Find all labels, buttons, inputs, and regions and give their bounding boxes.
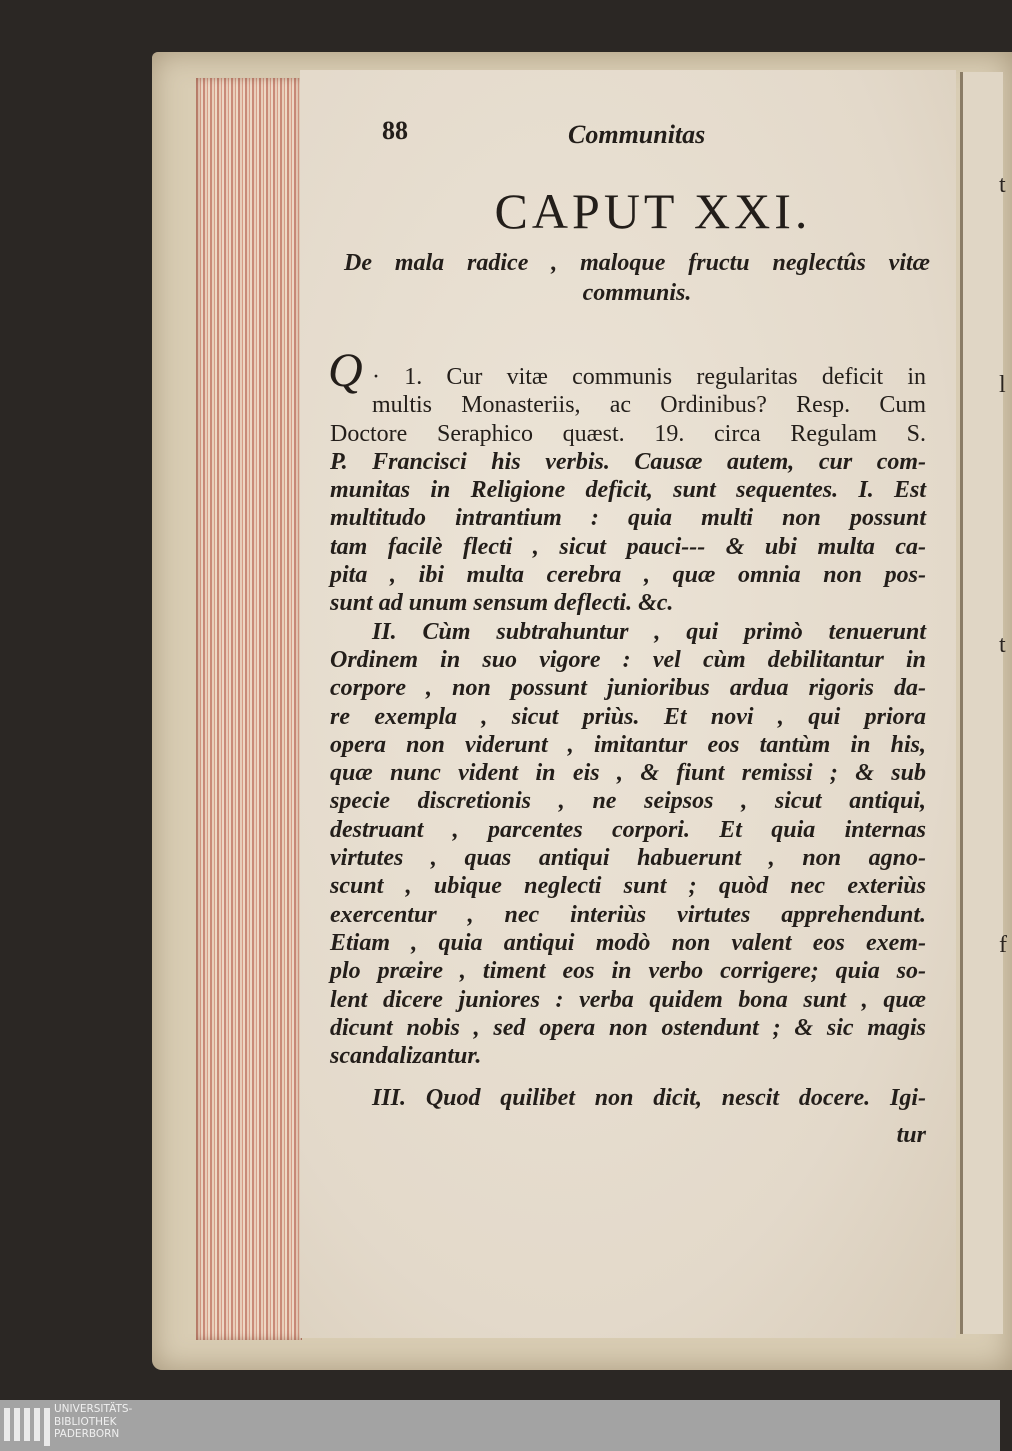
text-line: Etiam , quia antiqui modò non valent eos exem- bbox=[330, 929, 926, 956]
chapter-title: CAPUT XXI. bbox=[494, 183, 812, 239]
drop-initial: Q bbox=[328, 344, 363, 397]
text-line: corpore , non possunt junioribus ardua rigoris da- bbox=[330, 675, 926, 702]
library-footer bbox=[0, 1400, 1000, 1451]
text-line: II. Cùm subtrahuntur , qui primò tenuerunt bbox=[372, 618, 926, 645]
page-edges bbox=[196, 78, 302, 1340]
subtitle-line: communis. bbox=[582, 280, 692, 306]
paragraph-q1 bbox=[328, 344, 926, 618]
text-line: · 1. Cur vitæ communis regularitas deficit in bbox=[372, 364, 926, 390]
text-line: III. Quod quilibet non dicit, nescit docere. Igi- bbox=[372, 1085, 926, 1112]
text-line: quæ nunc vident in eis , & fiunt remissi ; & sub bbox=[330, 760, 926, 787]
paragraph-iii bbox=[330, 1084, 926, 1112]
facing-page bbox=[960, 72, 1007, 1334]
book-page bbox=[300, 70, 956, 1338]
text-line: scandalizantur. bbox=[330, 1043, 482, 1070]
logo-line: PADERBORN bbox=[54, 1428, 120, 1440]
text-line: pita , ibi multa cerebra , quæ omnia non pos- bbox=[330, 562, 926, 589]
paragraph-ii bbox=[330, 618, 926, 1071]
facing-page-fragment: l bbox=[999, 372, 1006, 398]
text-line: Doctore Seraphico quæst. 19. circa Regulam S. bbox=[330, 420, 926, 447]
text-line: munitas in Religione deficit, sunt sequentes. I. Est bbox=[330, 477, 926, 504]
text-line: tam facilè flecti , sicut pauci--- & ubi multa ca- bbox=[330, 533, 926, 560]
text-line: sunt ad unum sensum deflecti. &c. bbox=[330, 590, 674, 617]
text-line: lent dicere juniores : verba quidem bona sunt , quæ bbox=[330, 986, 926, 1013]
catchword: tur bbox=[896, 1121, 926, 1148]
running-head: Communitas bbox=[568, 120, 706, 149]
text-line: specie discretionis , ne seipsos , sicut antiqui, bbox=[330, 788, 926, 815]
facing-page-fragment: t bbox=[999, 172, 1006, 198]
library-logo-icon bbox=[4, 1408, 48, 1448]
text-line: P. Francisci his verbis. Causæ autem, cur com- bbox=[330, 448, 926, 475]
library-logo-text bbox=[54, 1403, 132, 1441]
text-line: exercentur , nec interiùs virtutes apprehendunt. bbox=[330, 901, 926, 928]
facing-page-fragment: f bbox=[999, 932, 1007, 958]
subtitle-line: De mala radice , maloque fructu neglectûs vitæ bbox=[344, 250, 930, 276]
text-line: plo præire , timent eos in verbo corrigere; quia so- bbox=[330, 958, 926, 985]
chapter-subtitle bbox=[344, 248, 930, 308]
facing-page-fragment: t bbox=[999, 632, 1006, 658]
text-line: re exempla , sicut priùs. Et novi , qui priora bbox=[330, 703, 926, 730]
text-line: virtutes , quas antiqui habuerunt , non agno- bbox=[330, 845, 926, 872]
logo-line: UNIVERSITÄTS- bbox=[54, 1403, 133, 1415]
text-line: opera non viderunt , imitantur eos tantùm in his, bbox=[330, 731, 926, 758]
logo-line: BIBLIOTHEK bbox=[54, 1415, 117, 1428]
page-number: 88 bbox=[382, 116, 408, 145]
text-line: multis Monasteriis, ac Ordinibus? Resp. Cum bbox=[372, 392, 926, 419]
text-line: scunt , ubique neglecti sunt ; quòd nec exteriùs bbox=[330, 873, 926, 900]
text-line: destruant , parcentes corpori. Et quia internas bbox=[330, 816, 926, 843]
text-line: Ordinem in suo vigore : vel cùm debilitantur in bbox=[330, 646, 926, 673]
body-text bbox=[328, 344, 926, 1149]
text-line: dicunt nobis , sed opera non ostendunt ; & sic magis bbox=[330, 1014, 926, 1041]
text-line: multitudo intrantium : quia multi non possunt bbox=[330, 505, 926, 532]
